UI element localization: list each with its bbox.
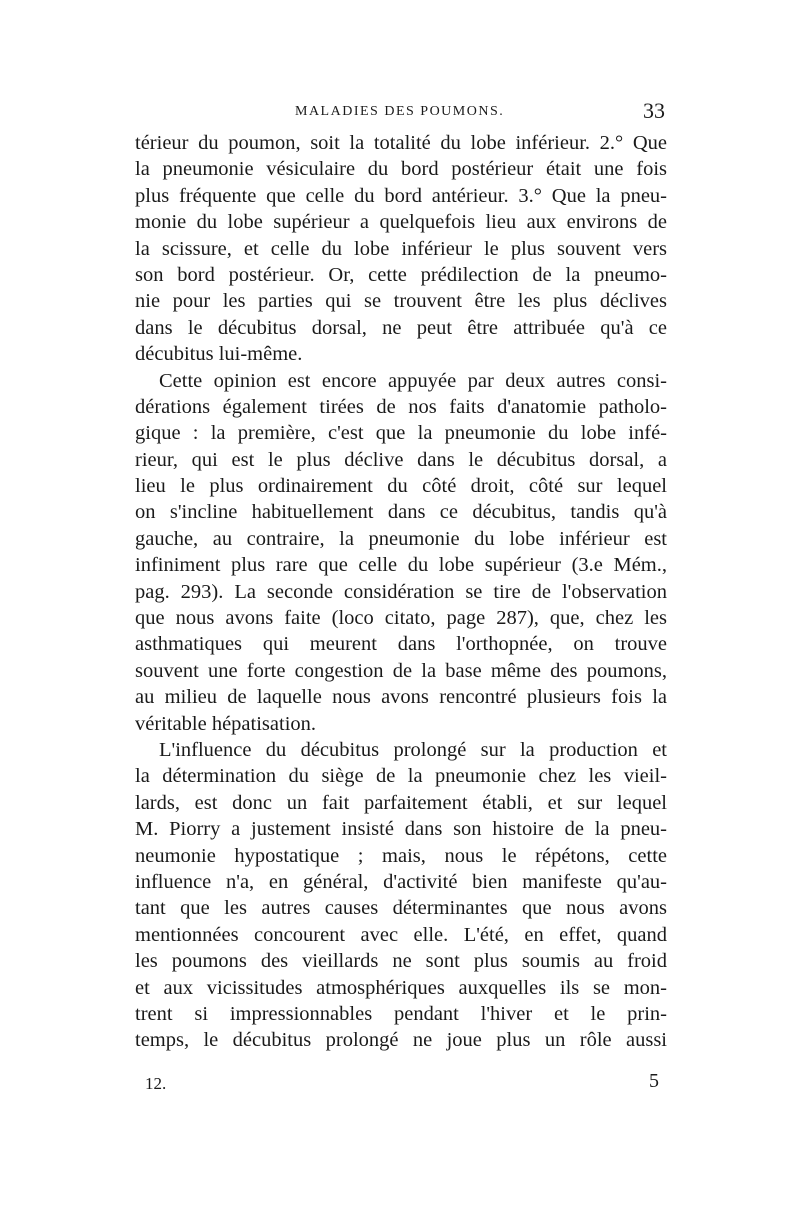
text-line: térieur du poumon, soit la totalité du lobe inférieur. 2.° Que: [135, 132, 667, 154]
text-line: tant que les autres causes déterminantes que nous avons: [135, 897, 667, 920]
text-line: neumonie hypostatique ; mais, nous le répétons, cette: [135, 844, 667, 867]
text-line: et aux vicissitudes atmosphériques auxquelles ils se mon-: [135, 976, 667, 999]
text-line: lards, est donc un fait parfaitement établi, et sur lequel: [135, 791, 667, 814]
text-line: asthmatiques qui meurent dans l'orthopnée, on trouve: [135, 633, 667, 656]
text-line: dérations également tirées de nos faits d'anatomie patholo-: [135, 395, 667, 418]
text-line: gauche, au contraire, la pneumonie du lobe inférieur est: [135, 527, 667, 550]
text-line: souvent une forte congestion de la base même des poumons,: [135, 659, 667, 682]
signature-mark: 5: [649, 1070, 659, 1092]
text-line: son bord postérieur. Or, cette prédilection de la pneumo-: [135, 263, 667, 286]
page-header: [135, 98, 665, 128]
text-line: rieur, qui est le plus déclive dans le décubitus dorsal, a: [135, 448, 667, 471]
paragraph-start-line: L'influence du décubitus prolongé sur la production et: [159, 738, 667, 761]
text-line: véritable hépatisation.: [135, 712, 317, 735]
paragraph-start-line: Cette opinion est encore appuyée par deux autres consi-: [159, 369, 667, 392]
text-line: la pneumonie vésiculaire du bord postérieur était une fois: [135, 158, 667, 181]
text-line: les poumons des vieillards ne sont plus soumis au froid: [135, 950, 667, 973]
text-line: que nous avons faite (loco citato, page 287), que, chez les: [135, 607, 667, 630]
page-footer: [135, 1070, 667, 1104]
signature-number: 12.: [145, 1074, 167, 1093]
text-line: monie du lobe supérieur a quelquefois lieu aux environs de: [135, 211, 667, 234]
text-line: décubitus lui-même.: [135, 343, 303, 366]
text-line: la détermination du siège de la pneumonie chez les vieil-: [135, 765, 667, 788]
text-line: nie pour les parties qui se trouvent être les plus déclives: [135, 290, 667, 313]
body-text: [135, 130, 667, 1054]
text-line: la scissure, et celle du lobe inférieur le plus souvent vers: [135, 237, 667, 260]
text-line: on s'incline habituellement dans ce décubitus, tandis qu'à: [135, 501, 667, 524]
text-line: dans le décubitus dorsal, ne peut être attribuée qu'à ce: [135, 316, 667, 339]
text-line: gique : la première, c'est que la pneumonie du lobe infé-: [135, 422, 667, 445]
text-line: plus fréquente que celle du bord antérieur. 3.° Que la pneu-: [135, 184, 667, 207]
text-line: temps, le décubitus prolongé ne joue plus un rôle aussi: [135, 1029, 667, 1052]
text-line: influence n'a, en général, d'activité bien manifeste qu'au-: [135, 870, 667, 893]
text-line: pag. 293). La seconde considération se tire de l'observation: [135, 580, 667, 603]
text-line: lieu le plus ordinairement du côté droit, côté sur lequel: [135, 475, 667, 498]
text-line: trent si impressionnables pendant l'hiver et le prin-: [135, 1002, 667, 1025]
running-head: MALADIES DES POUMONS.: [295, 104, 505, 119]
text-line: mentionnées concourent avec elle. L'été, en effet, quand: [135, 923, 667, 946]
text-line: infiniment plus rare que celle du lobe supérieur (3.e Mém.,: [135, 554, 667, 577]
text-line: au milieu de laquelle nous avons rencontré plusieurs fois la: [135, 686, 667, 709]
page-number: 33: [643, 98, 665, 123]
text-line: M. Piorry a justement insisté dans son histoire de la pneu-: [135, 818, 667, 841]
